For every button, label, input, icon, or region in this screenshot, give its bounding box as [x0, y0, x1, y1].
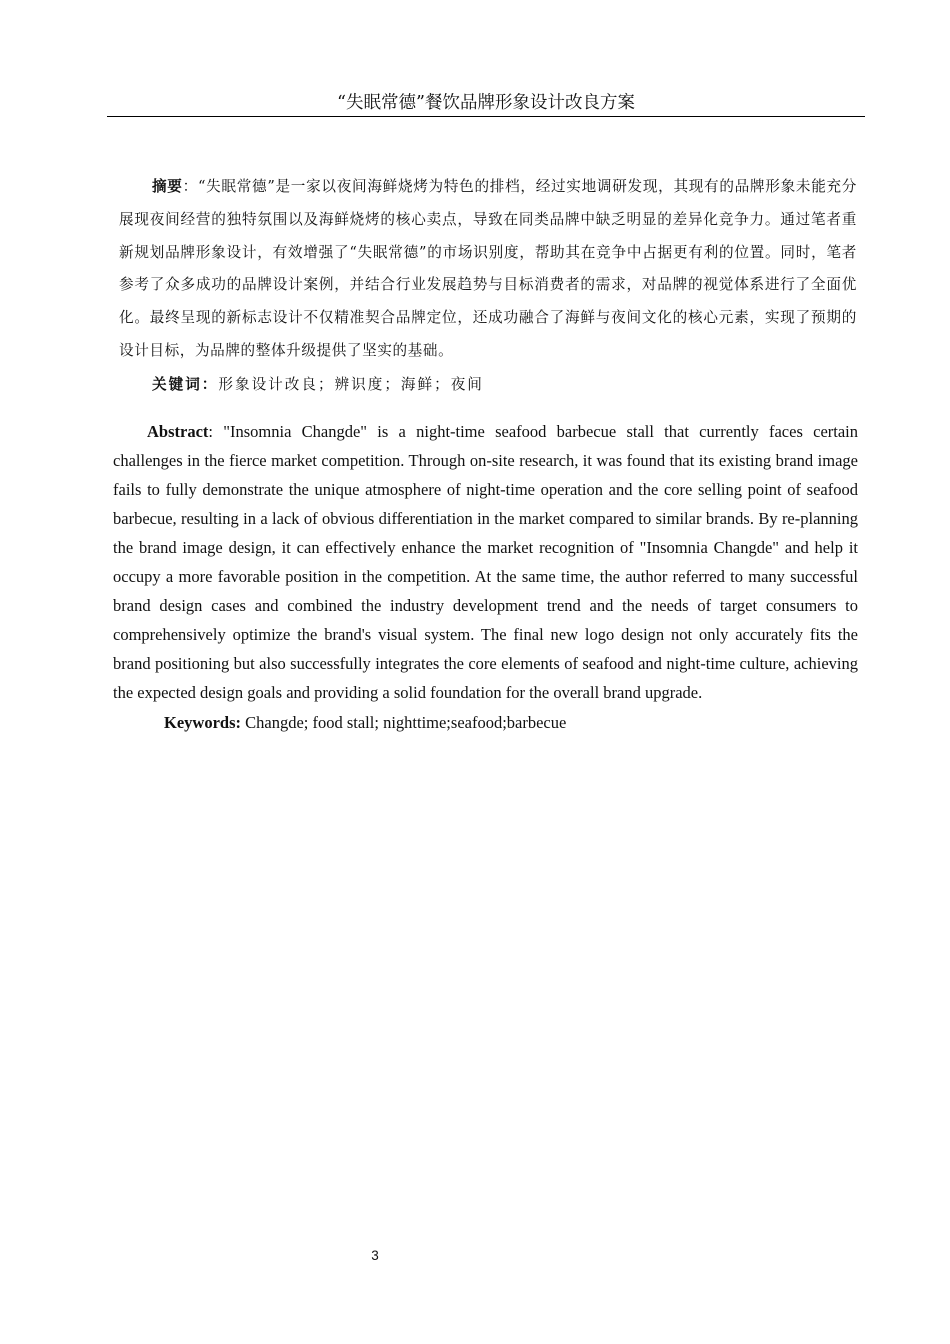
chinese-keywords-text: 形象设计改良；辨识度；海鲜；夜间	[218, 376, 484, 393]
document-title: “失眠常德”餐饮品牌形象设计改良方案	[337, 93, 635, 113]
english-keywords-text: Changde; food stall; nighttime;seafood;barbecue	[241, 713, 567, 732]
english-abstract	[113, 417, 858, 707]
english-abstract-text: "Insomnia Changde" is a night-time seafood barbecue stall that currently faces certain challenges in the fierce market competition. Through on-site research, it was found that its existing brand image fails to fully demonstrate the unique atmosphere of night-time operation and the core selling point of seafood barbecue, resulting in a lack of obvious differentiation in the market compared to similar brands. By re-planning the brand image design, it can effectively enhance the market recognition of "Insomnia Changde" and help it occupy a more favorable position in the competition. At the same time, the author referred to many successful brand design cases and combined the industry development trend and the needs of target consumers to comprehensively optimize the brand's visual system. The final new logo design not only accurately fits the brand positioning but also successfully integrates the core elements of seafood and night-time culture, achieving the expected design goals and providing a solid foundation for the overall brand upgrade.	[113, 422, 858, 702]
english-keywords	[164, 708, 854, 737]
chinese-abstract-separator: ：	[182, 178, 198, 195]
english-abstract-separator: :	[208, 422, 224, 441]
chinese-keywords	[152, 370, 852, 400]
chinese-abstract-text: “失眠常德”是一家以夜间海鲜烧烤为特色的排档，经过实地调研发现，其现有的品牌形象未能充分展现夜间经营的独特氛围以及海鲜烧烤的核心卖点，导致在同类品牌中缺乏明显的差异化竞争力。通过笔者重新规划品牌形象设计，有效增强了“失眠常德”的市场识别度，帮助其在竞争中占据更有利的位置。同时，笔者参考了众多成功的品牌设计案例，并结合行业发展趋势与目标消费者的需求，对品牌的视觉体系进行了全面优化。最终呈现的新标志设计不仅精准契合品牌定位，还成功融合了海鲜与夜间文化的核心元素，实现了预期的设计目标，为品牌的整体升级提供了坚实的基础。	[119, 178, 858, 359]
chinese-abstract	[119, 171, 857, 368]
chinese-abstract-label: 摘要	[152, 178, 183, 195]
chinese-keywords-label: 关键词：	[152, 376, 219, 393]
english-abstract-label: Abstract	[147, 422, 209, 441]
english-keywords-label: Keywords:	[164, 713, 241, 732]
running-header	[107, 91, 865, 117]
page-number: 3	[371, 1248, 379, 1263]
